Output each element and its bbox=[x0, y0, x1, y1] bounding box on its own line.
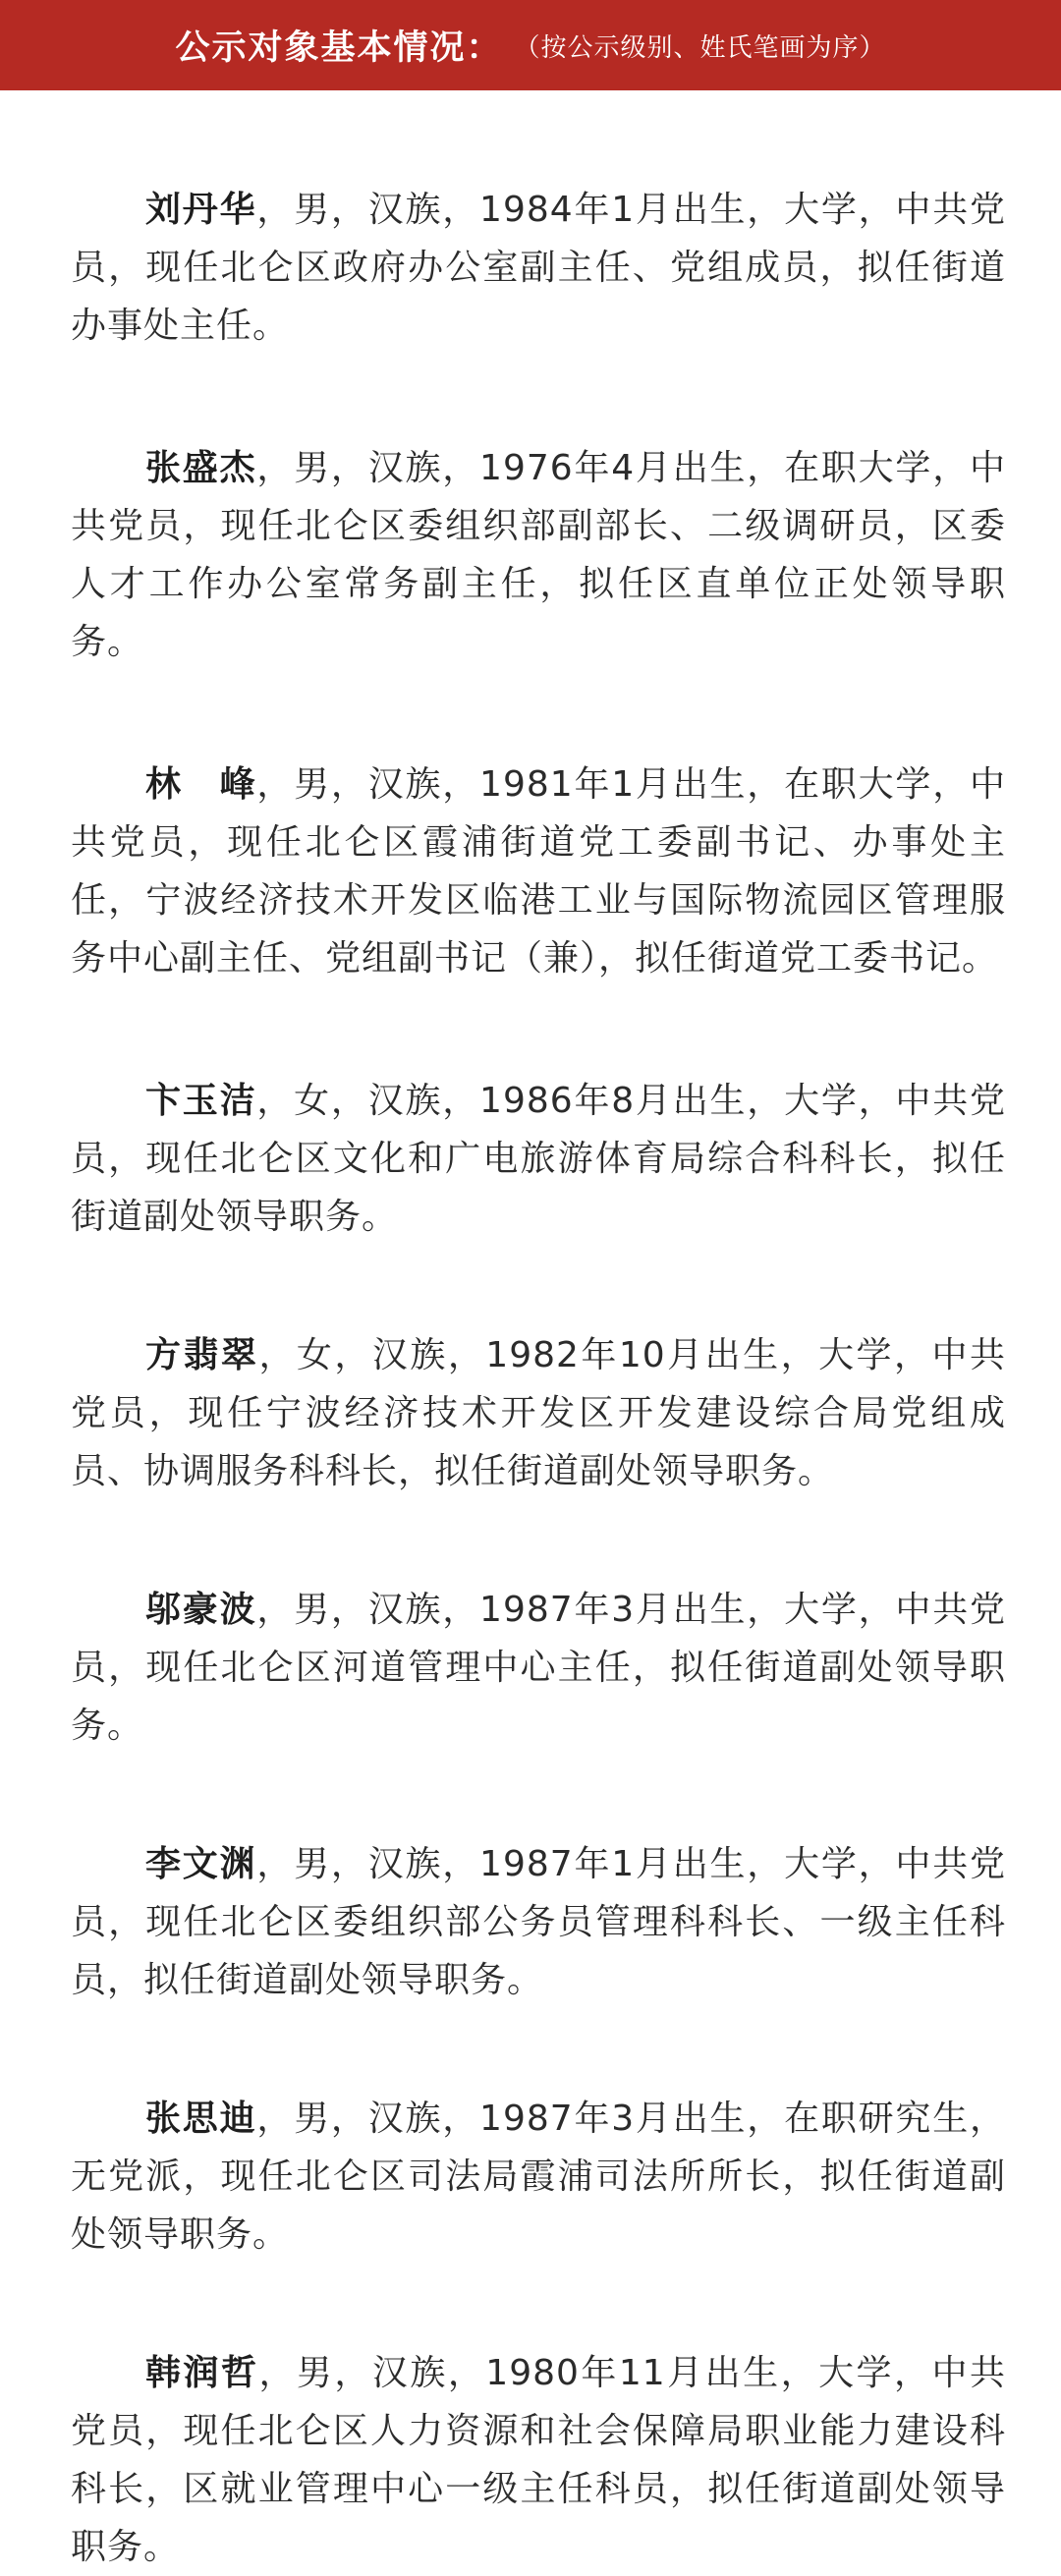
candidate-details: ，男，汉族，1976年4月出生，在职大学，中共党员，现任北仑区委组织部副部长、二级调研员，区委人才工作办公室常务副主任，拟任区直单位正处领导职务。 bbox=[71, 448, 1006, 662]
candidate-details: ，男，汉族，1987年3月出生，在职研究生，无党派，现任北仑区司法局霞浦司法所所长，拟任街道副处领导职务。 bbox=[71, 2099, 1006, 2255]
candidate-entry bbox=[71, 181, 1006, 355]
candidate-entry bbox=[71, 1072, 1006, 1246]
candidate-name: 邬豪波 bbox=[145, 1590, 257, 1630]
candidate-details: ，男，汉族，1987年3月出生，大学，中共党员，现任北仑区河道管理中心主任，拟任街道副处领导职务。 bbox=[71, 1590, 1006, 1746]
candidate-details: ，女，汉族，1982年10月出生，大学，中共党员，现任宁波经济技术开发区开发建设综合局党组成员、协调服务科科长，拟任街道副处领导职务。 bbox=[71, 1335, 1006, 1491]
candidate-name: 林 峰 bbox=[145, 764, 257, 805]
section-header-bar bbox=[0, 0, 1061, 90]
candidate-details: ，男，汉族，1987年1月出生，大学，中共党员，现任北仑区委组织部公务员管理科科长、一级主任科员，拟任街道副处领导职务。 bbox=[71, 1844, 1006, 2000]
candidate-name: 张盛杰 bbox=[145, 448, 257, 488]
candidate-name: 韩润哲 bbox=[145, 2353, 259, 2393]
candidate-list bbox=[0, 90, 1061, 2576]
candidate-details: ，女，汉族，1986年8月出生，大学，中共党员，现任北仑区文化和广电旅游体育局综合科科长，拟任街道副处领导职务。 bbox=[71, 1081, 1006, 1237]
candidate-details: ，男，汉族，1981年1月出生，在职大学，中共党员，现任北仑区霞浦街道党工委副书记、办事处主任，宁波经济技术开发区临港工业与国际物流园区管理服务中心副主任、党组副书记（兼），拟任街道党工委书记。 bbox=[71, 764, 1006, 979]
candidate-name: 刘丹华 bbox=[145, 190, 257, 230]
section-subtitle: （按公示级别、姓氏笔画为序） bbox=[514, 32, 886, 63]
candidate-name: 张思迪 bbox=[145, 2099, 257, 2139]
candidate-entry bbox=[71, 756, 1006, 987]
section-title: 公示对象基本情况： bbox=[175, 28, 503, 68]
candidate-details: ，男，汉族，1984年1月出生，大学，中共党员，现任北仑区政府办公室副主任、党组成员，拟任街道办事处主任。 bbox=[71, 190, 1006, 346]
candidate-entry bbox=[71, 1835, 1006, 2009]
candidate-entry bbox=[71, 439, 1006, 671]
candidate-entry bbox=[71, 1581, 1006, 1755]
candidate-entry bbox=[71, 2090, 1006, 2264]
candidate-details: ，男，汉族，1980年11月出生，大学，中共党员，现任北仑区人力资源和社会保障局职业能力建设科科长，区就业管理中心一级主任科员，拟任街道副处领导职务。 bbox=[71, 2353, 1006, 2567]
candidate-entry bbox=[71, 2344, 1006, 2576]
candidate-entry bbox=[71, 1326, 1006, 1500]
candidate-name: 卞玉洁 bbox=[145, 1081, 257, 1121]
candidate-name: 李文渊 bbox=[145, 1844, 257, 1884]
candidate-name: 方翡翠 bbox=[145, 1335, 259, 1375]
